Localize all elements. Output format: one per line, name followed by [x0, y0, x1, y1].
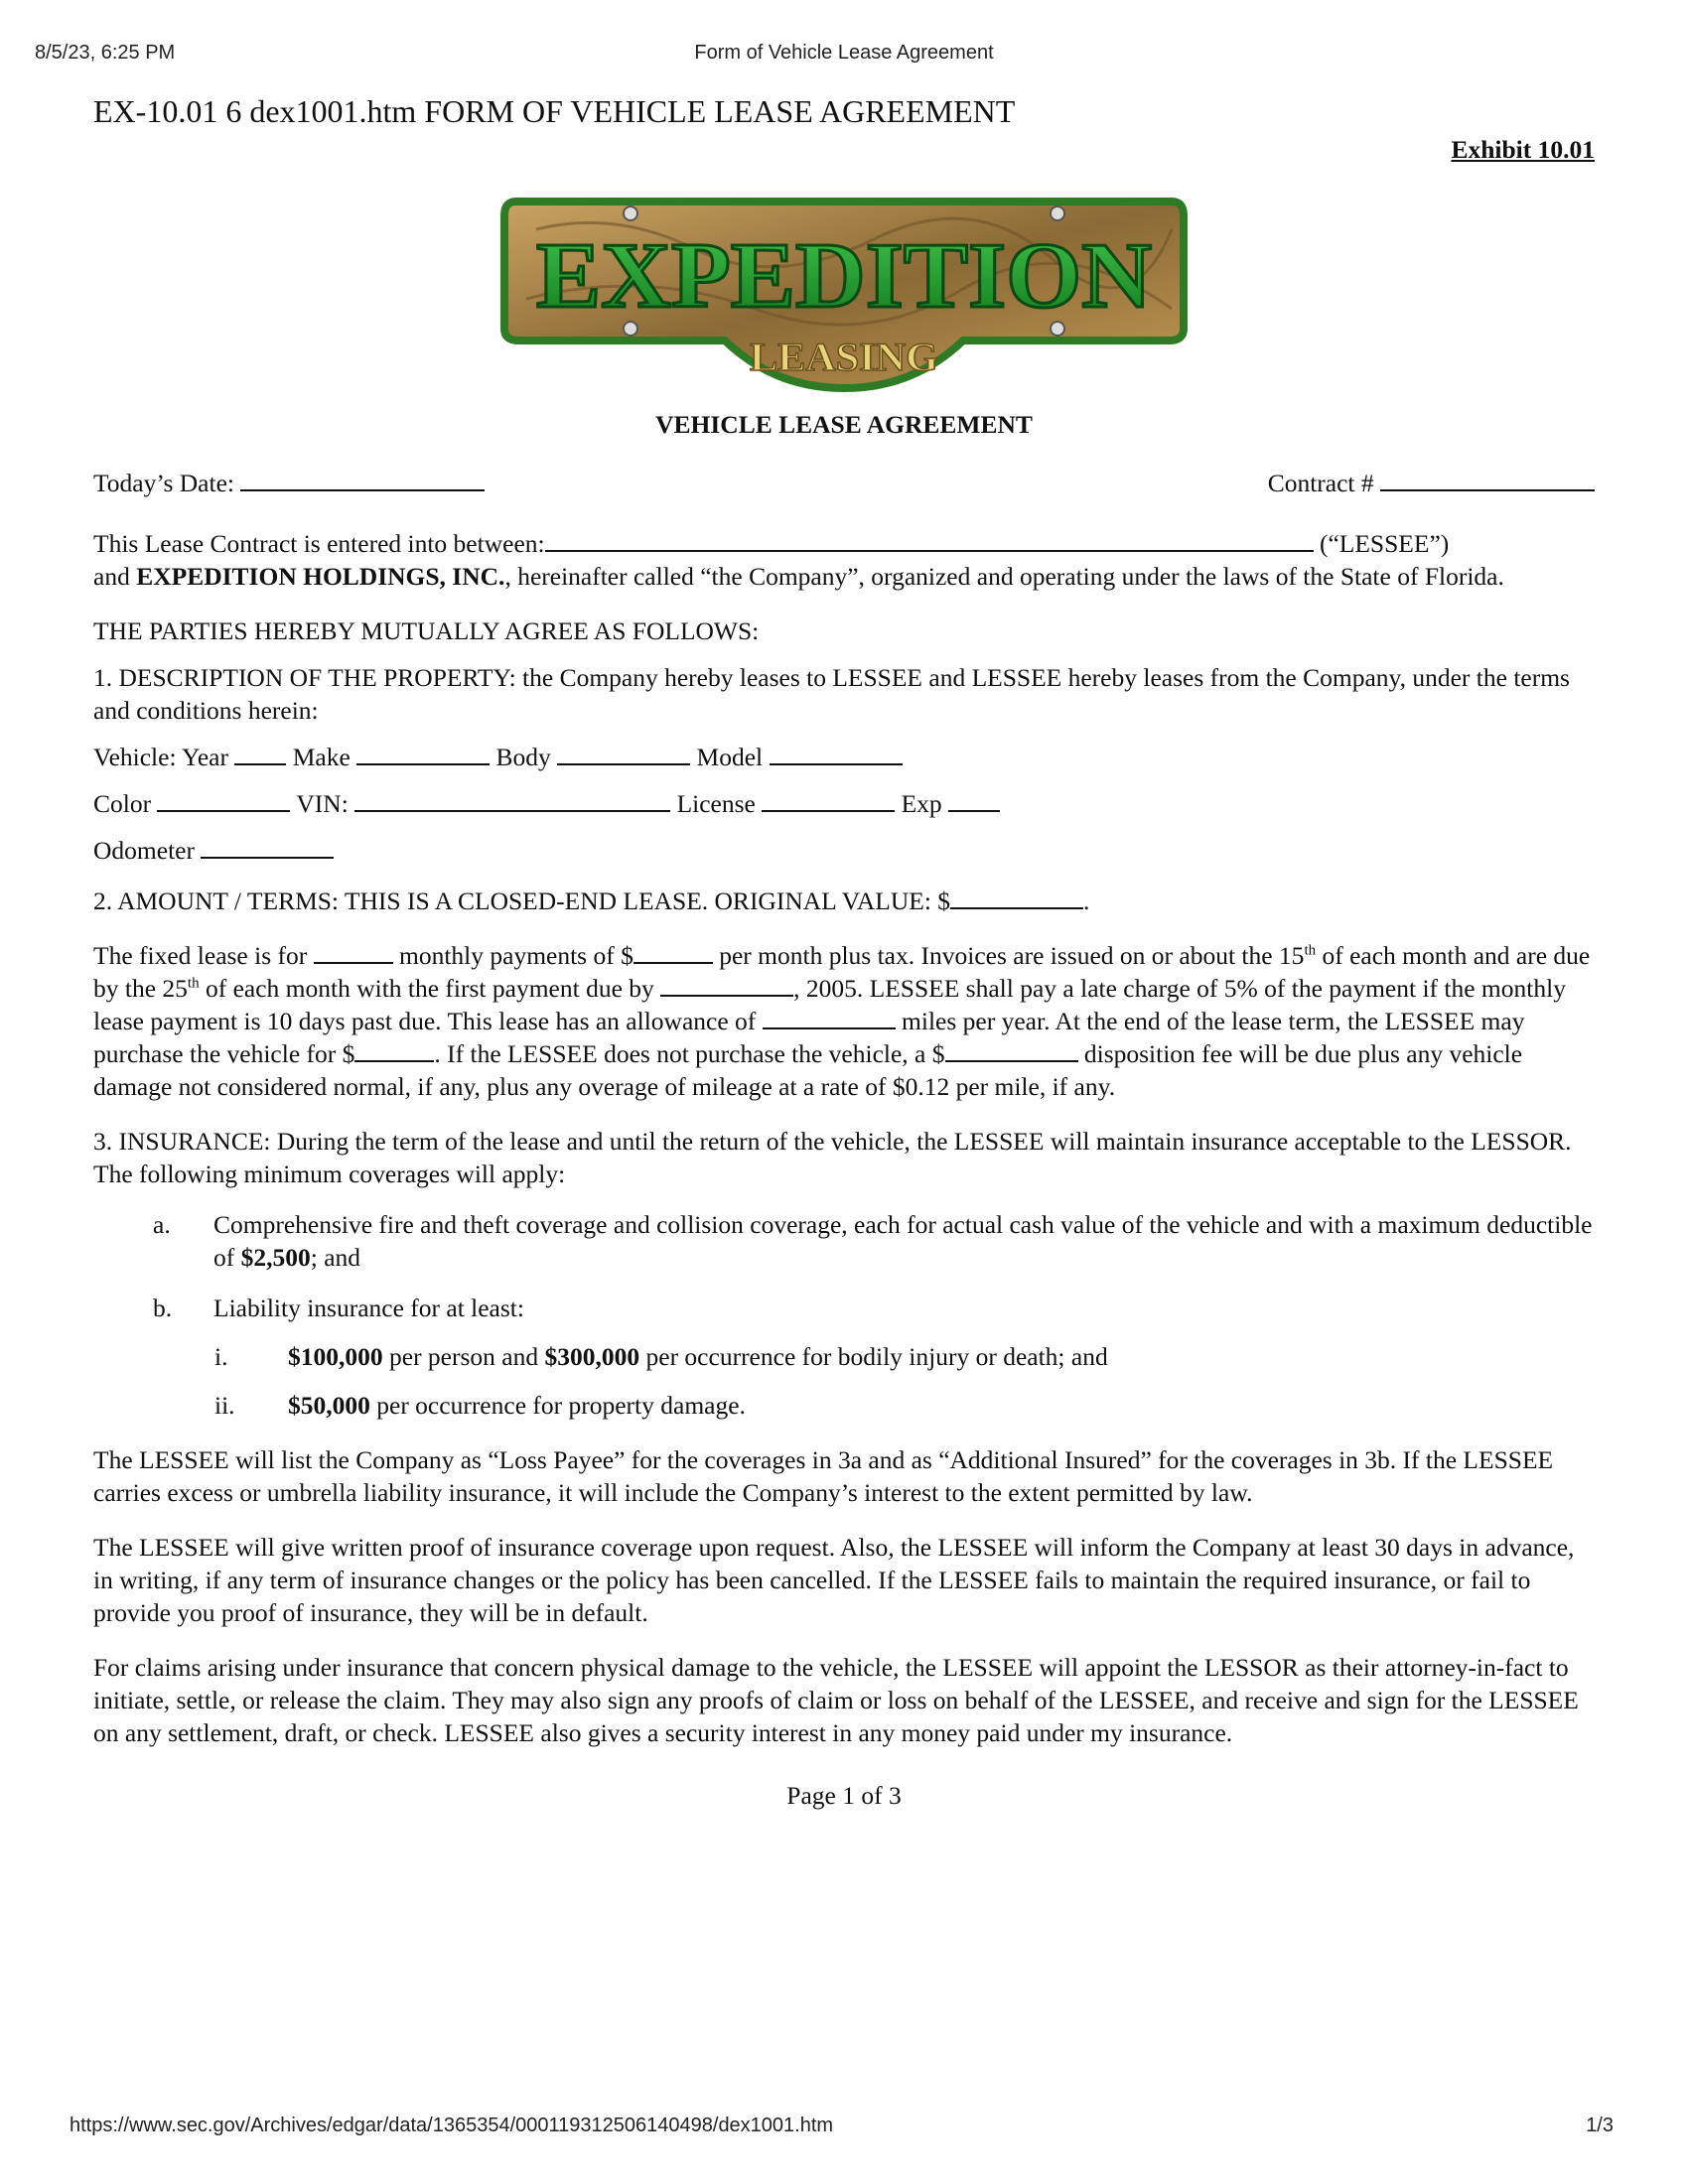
color-blank[interactable]: [157, 788, 290, 812]
model-blank[interactable]: [770, 742, 903, 765]
license-blank[interactable]: [762, 788, 895, 812]
claims-paragraph: For claims arising under insurance that concern physical damage to the vehicle, the LESSEE will appoint the LESSOR as their attorney-in-fact to initiate, settle, or release the claim. They may also sign any proofs of claim or loss on behalf of the LESSEE, and receive and sign for the LESSEE on any settlement, draft, or check. LESSEE also gives a security interest in any money paid under my insurance.: [93, 1653, 1579, 1747]
company-logo: [93, 190, 1595, 398]
contract-number-field: Contract #: [1268, 467, 1595, 499]
insurance-item-b: b. Liability insurance for at least:: [153, 1294, 524, 1322]
first-payment-date-blank[interactable]: [660, 973, 793, 997]
page-number: Page 1 of 3: [786, 1781, 902, 1810]
expedition-leasing-logo: [496, 190, 1192, 393]
document-body: [93, 85, 1595, 1812]
payments-count-blank[interactable]: [314, 940, 393, 964]
print-url: https://www.sec.gov/Archives/edgar/data/1365354/000119312506140498/dex1001.htm: [70, 2115, 834, 2136]
lease-terms-paragraph: The fixed lease is for monthly payments of $ per month plus tax. Invoices are issued on or about the 15th of each month and are due by the 25th of each month with the first payment due by , 2005. LESSEE shall pay a late charge of 5% of the payment if the monthly lease payment is 10 days past due. This lease has an allowance of miles per year. At the end of the lease term, the LESSEE may purchase the vehicle for $ . If the LESSEE does not purchase the vehicle, a $ disposition fee will be due plus any vehicle damage not considered normal, if any, plus any overage of mileage at a rate of $0.12 per mile, if any.: [93, 941, 1591, 1101]
section-2: 2. AMOUNT / TERMS: THIS IS A CLOSED-END LEASE. ORIGINAL VALUE: $ .: [93, 887, 1090, 915]
loss-payee-paragraph: The LESSEE will list the Company as “Loss Payee” for the coverages in 3a and as “Additional Insured” for the coverages in 3b. If the LESSEE carries excess or umbrella liability insurance, it will include the Company’s interest to the extent permitted by law.: [93, 1445, 1554, 1507]
section-1: 1. DESCRIPTION OF THE PROPERTY: the Company hereby leases to LESSEE and LESSEE hereby leases from the Company, under the terms and conditions herein:: [93, 663, 1570, 725]
agree-heading: THE PARTIES HEREBY MUTUALLY AGREE AS FOLLOWS:: [93, 616, 760, 645]
contract-number-blank[interactable]: [1380, 468, 1595, 491]
date-contract-row: [93, 467, 1595, 499]
company-name: EXPEDITION HOLDINGS, INC.: [136, 562, 505, 591]
insurance-item-a: a. Comprehensive fire and theft coverage and collision coverage, each for actual cash value of the vehicle and with a maximum deductible of $2,500; and: [153, 1210, 1593, 1272]
exp-blank[interactable]: [948, 788, 1000, 812]
svg-text:EXPEDITION: EXPEDITION: [536, 224, 1152, 328]
exhibit-label: Exhibit 10.01: [1451, 135, 1595, 164]
todays-date-blank[interactable]: [240, 468, 485, 491]
print-datetime: 8/5/23, 6:25 PM: [35, 42, 176, 64]
disposition-fee-blank[interactable]: [945, 1038, 1078, 1062]
odometer-blank[interactable]: [201, 835, 334, 859]
svg-text:LEASING: LEASING: [750, 335, 938, 379]
vehicle-row-2: Color VIN: License Exp: [93, 787, 1595, 820]
mileage-allowance-blank[interactable]: [763, 1006, 896, 1029]
intro-paragraph: This Lease Contract is entered into between: (“LESSEE”) and EXPEDITION HOLDINGS, INC., hereinafter called “the Company”, organized and operating under the laws of the State of Florida.: [93, 529, 1504, 591]
section-3: 3. INSURANCE: During the term of the lease and until the return of the vehicle, the LESSEE will maintain insurance acceptable to the LESSOR. The following minimum coverages will apply:: [93, 1127, 1572, 1188]
original-value-blank[interactable]: [950, 886, 1083, 909]
print-page-count: 1/3: [1586, 2115, 1614, 2136]
proof-paragraph: The LESSEE will give written proof of insurance coverage upon request. Also, the LESSEE will inform the Company at least 30 days in advance, in writing, if any term of insurance changes or the policy has been cancelled. If the LESSEE fails to maintain the required insurance, or fail to provide you proof of insurance, they will be in default.: [93, 1533, 1575, 1627]
lessee-name-blank[interactable]: [545, 528, 1314, 552]
insurance-item-i: i. $100,000 per person and $300,000 per occurrence for bodily injury or death; and: [214, 1342, 1108, 1371]
insurance-item-ii: ii. $50,000 per occurrence for property damage.: [214, 1391, 746, 1420]
print-page-title: Form of Vehicle Lease Agreement: [694, 42, 994, 64]
year-blank[interactable]: [234, 742, 286, 765]
todays-date-field: Today’s Date:: [93, 467, 485, 499]
body-blank[interactable]: [557, 742, 690, 765]
vehicle-row-3: Odometer: [93, 834, 1595, 867]
agreement-heading: VEHICLE LEASE AGREEMENT: [655, 410, 1033, 439]
make-blank[interactable]: [356, 742, 490, 765]
vin-blank[interactable]: [354, 788, 670, 812]
payment-amount-blank[interactable]: [633, 940, 713, 964]
vehicle-row-1: Vehicle: Year Make Body Model: [93, 741, 1595, 773]
document-title: EX-10.01 6 dex1001.htm FORM OF VEHICLE LEASE AGREEMENT: [93, 93, 1016, 129]
purchase-price-blank[interactable]: [354, 1038, 434, 1062]
